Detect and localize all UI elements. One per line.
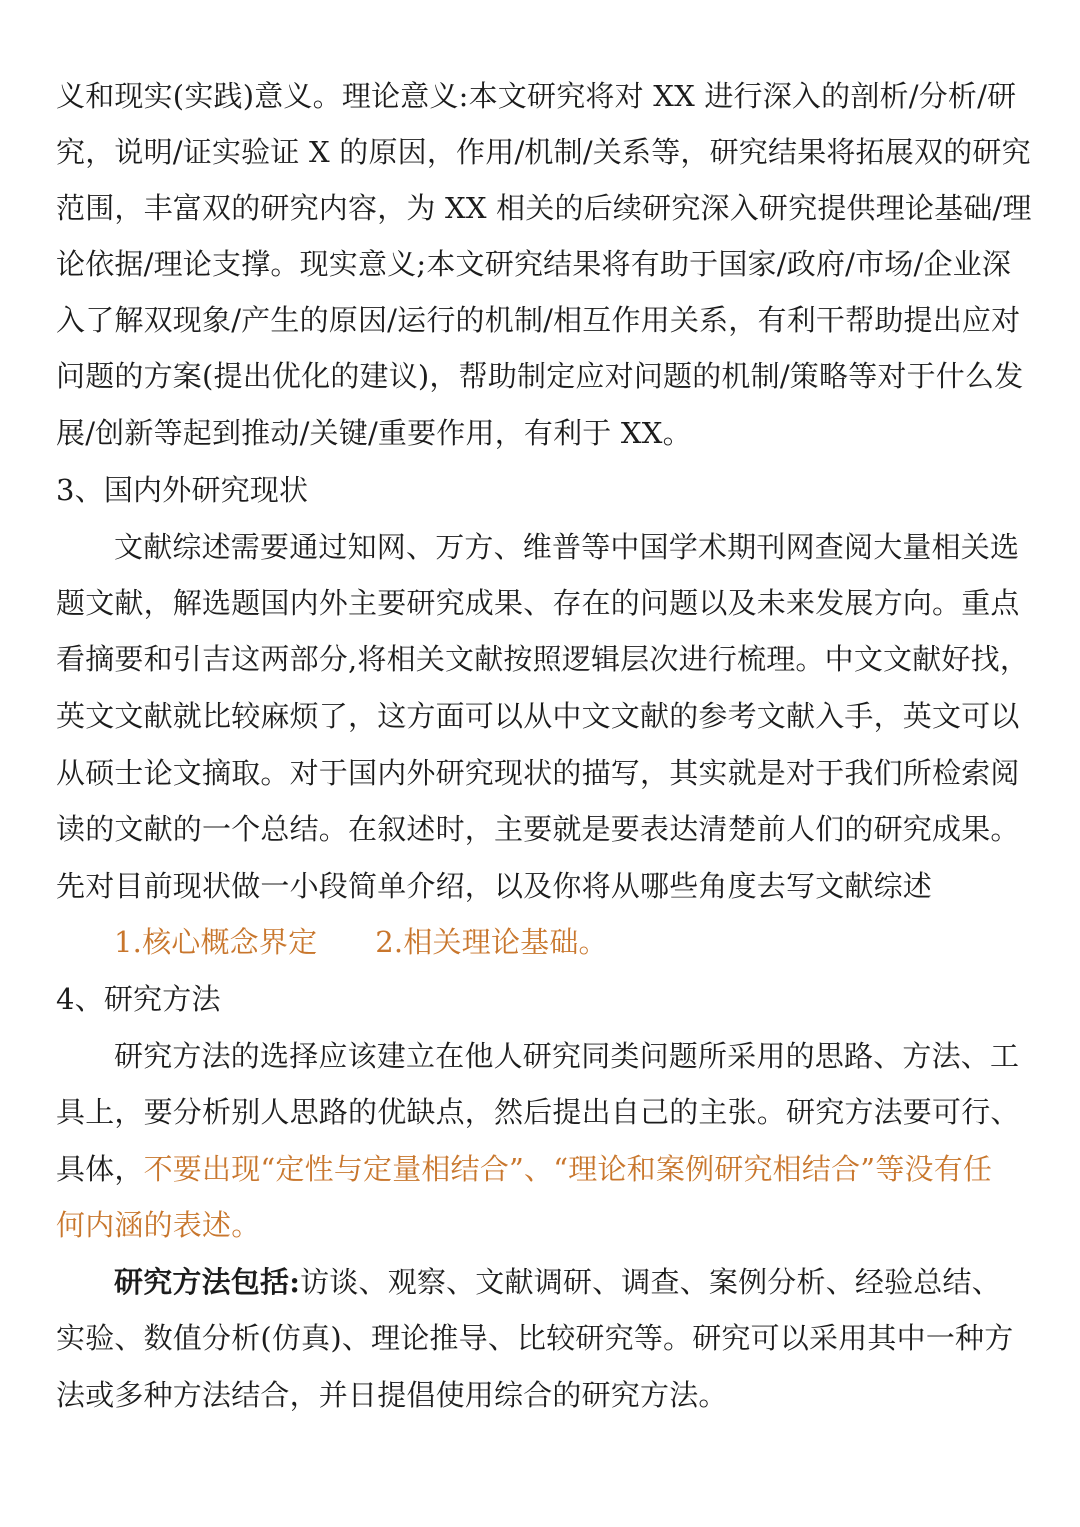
text-line: 访谈、观察、文献调研、调查、案例分析、经验总结、 xyxy=(300,1265,1001,1299)
paragraph-line xyxy=(0,753,1080,793)
heading-text: 3、国内外研究现状 xyxy=(56,473,309,507)
concept-items xyxy=(0,922,1080,962)
item-core-concept: 1.核心概念界定 xyxy=(114,925,318,959)
text-line: 先对目前现状做一小段简单介绍，以及你将从哪些角度去写文献综述 xyxy=(56,869,933,903)
text-line: 具上，要分析别人思路的优缺点，然后提出自己的主张。研究方法要可行、 xyxy=(56,1095,1020,1129)
item-theory-basis: 2.相关理论基础。 xyxy=(375,925,608,959)
paragraph-line xyxy=(0,696,1080,736)
text-line: 研究方法的选择应该建立在他人研究同类问题所采用的思路、方法、工 xyxy=(114,1039,1020,1073)
text-line: 论依据/理论支撑。现实意义;本文研究结果将有助于国家/政府/市场/企业深 xyxy=(56,247,1012,281)
paragraph-line xyxy=(0,188,1080,228)
paragraph-line xyxy=(0,866,1080,906)
section-heading-4 xyxy=(0,979,1080,1019)
paragraph-line xyxy=(0,1318,1080,1358)
text-line: 范围，丰富双的研究内容，为 XX 相关的后续研究深入研究提供理论基础/理 xyxy=(56,191,1032,225)
bold-lead-text: 研究方法包括: xyxy=(114,1265,301,1299)
section-heading-3 xyxy=(0,470,1080,510)
paragraph-line xyxy=(0,527,1080,567)
paragraph-line xyxy=(0,1036,1080,1076)
text-line: 题文献，解选题国内外主要研究成果、存在的问题以及未来发展方向。重点 xyxy=(56,586,1020,620)
text-line: 实验、数值分析(仿真)、理论推导、比较研究等。研究可以采用其中一种方 xyxy=(56,1321,1014,1355)
paragraph-line xyxy=(0,1149,1080,1189)
paragraph-line xyxy=(0,244,1080,284)
paragraph-line xyxy=(0,1205,1080,1245)
paragraph-line xyxy=(0,356,1080,396)
highlighted-text: 不要出现“定性与定量相结合”、“理论和案例研究相结合”等没有任 xyxy=(143,1152,993,1186)
text-line: 法或多种方法结合，并日提倡使用综合的研究方法。 xyxy=(56,1378,728,1412)
paragraph-line xyxy=(0,76,1080,116)
paragraph-line xyxy=(0,809,1080,849)
paragraph-line xyxy=(0,583,1080,623)
text-line: 文献综述需要通过知网、万方、维普等中国学术期刊网查阅大量相关选 xyxy=(114,530,1020,564)
text-line: 展/创新等起到推动/关键/重要作用，有利于 XX。 xyxy=(56,416,692,450)
text-line: 义和现实(实践)意义。理论意义:本文研究将对 XX 进行深入的剖析/分析/研 xyxy=(56,79,1017,113)
paragraph-line xyxy=(0,1092,1080,1132)
text-line: 英文文献就比较麻烦了，这方面可以从中文文献的参考文献入手，英文可以 xyxy=(56,699,1020,733)
text-line: 具体， xyxy=(56,1152,144,1186)
paragraph-line xyxy=(0,413,1080,453)
paragraph-line xyxy=(0,1375,1080,1415)
text-line: 问题的方案(提出优化的建议)，帮助制定应对问题的机制/策略等对于什么发 xyxy=(56,359,1024,393)
highlighted-text: 何内涵的表述。 xyxy=(56,1208,261,1242)
text-line: 入了解双现象/产生的原因/运行的机制/相互作用关系，有利干帮助提出应对 xyxy=(56,303,1021,337)
text-line: 究，说明/证实验证 X 的原因，作用/机制/关系等，研究结果将拓展双的研究 xyxy=(56,135,1031,169)
text-line: 从硕士论文摘取。对于国内外研究现状的描写，其实就是对于我们所检索阅 xyxy=(56,756,1020,790)
text-line: 看摘要和引吉这两部分,将相关文献按照逻辑层次进行梳理。中文文献好找， xyxy=(56,642,1030,676)
paragraph-line xyxy=(0,132,1080,172)
text-line: 读的文献的一个总结。在叙述时，主要就是要表达清楚前人们的研究成果。 xyxy=(56,812,1020,846)
paragraph-line xyxy=(0,1262,1080,1302)
heading-text: 4、研究方法 xyxy=(56,982,221,1016)
paragraph-line xyxy=(0,639,1080,679)
paragraph-line xyxy=(0,300,1080,340)
